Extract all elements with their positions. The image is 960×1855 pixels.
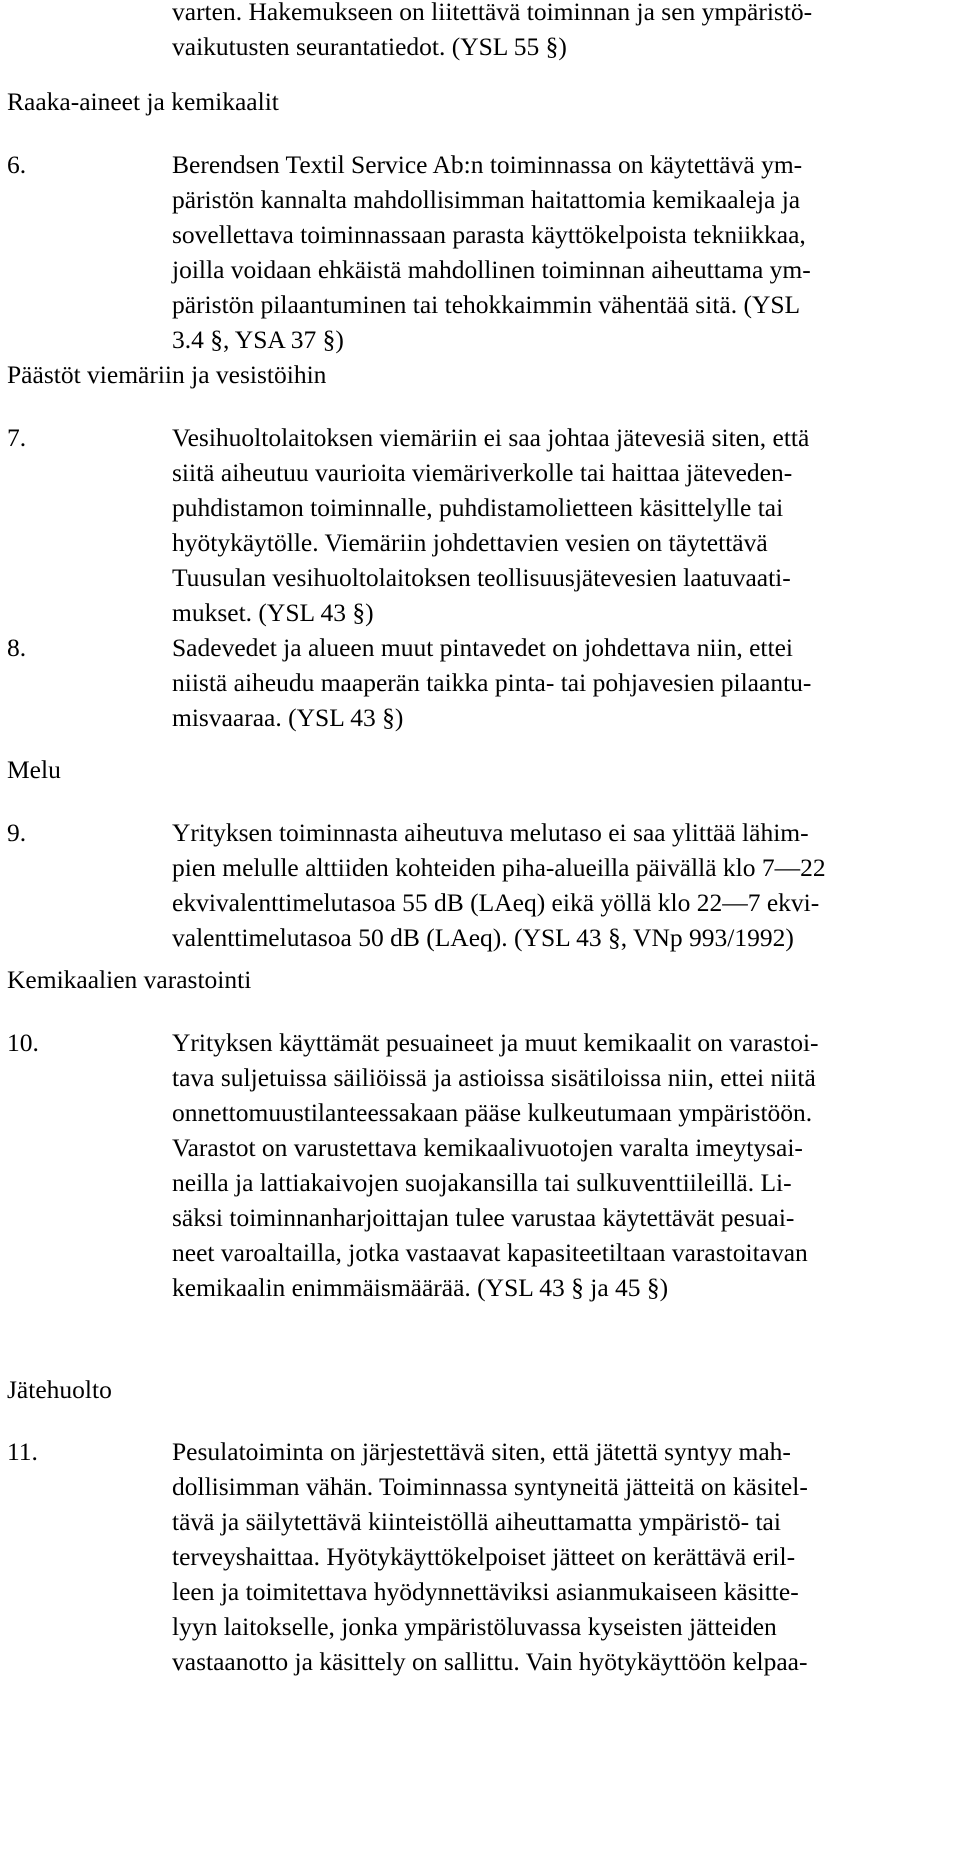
- item-number-11: 11.: [7, 1437, 38, 1466]
- item-text-9: Yrityksen toiminnasta aiheutuva melutaso ei saa ylittää lähim- pien melulle alttiiden kohteiden piha-alueilla päivällä klo 7―22 ekvivalenttimelutasoa 55 dB (LAeq) eikä yöllä klo 22―7 ekvi- valenttimelutasoa 50 dB (LAeq). (YSL 43 §, VNp 993/1992): [172, 818, 826, 952]
- item-number-9: 9.: [7, 818, 27, 847]
- item-text-6: Berendsen Textil Service Ab:n toiminnassa on käytettävä ym- päristön kannalta mahdollisimman haitattomia kemikaaleja ja sovellettava toiminnassaan parasta käyttökelpoista tekniikkaa, joilla voidaan ehkäistä mahdollinen toiminnan aiheuttama ym- päristön pilaantuminen tai tehokkaimmin vähentää sitä. (YSL 3.4 §, YSA 37 §): [172, 150, 811, 354]
- item-number-6: 6.: [7, 150, 27, 179]
- item-text-8: Sadevedet ja alueen muut pintavedet on johdettava niin, ettei niistä aiheudu maaperän taikka pinta- tai pohjavesien pilaantu- misvaaraa. (YSL 43 §): [172, 633, 812, 732]
- item-text-7: Vesihuoltolaitoksen viemäriin ei saa johtaa jätevesiä siten, että siitä aiheutuu vaurioita viemäriverkolle tai haittaa jäteveden- puhdistamon toiminnalle, puhdistamolietteen käsittelylle tai hyötykäytölle. Viemäriin johdettavien vesien on täytettävä Tuusulan vesihuoltolaitoksen teollisuusjätevesien laatuvaati- mukset. (YSL 43 §): [172, 423, 810, 627]
- item-number-8: 8.: [7, 633, 27, 662]
- item-text-10: Yrityksen käyttämät pesuaineet ja muut kemikaalit on varastoi- tava suljetuissa säiliöissä ja astioissa sisätiloissa niin, ettei niitä onnettomuustilanteessakaan pääse kulkeutumaan ympäristöön. Varastot on varustettava kemikaalivuotojen varalta imeytysai- neilla ja lattiakaivojen suojakansilla tai sulkuventtiileillä. Li- säksi toiminnanharjoittajan tulee varustaa käytettävät pesuai- neet varoaltailla, jotka vastaavat kapasiteetiltaan varastoitavan kemikaalin enimmäismäärää. (YSL 43 § ja 45 §): [172, 1028, 819, 1302]
- item-number-7: 7.: [7, 423, 27, 452]
- section-heading-chemical-storage: Kemikaalien varastointi: [7, 965, 252, 994]
- section-heading-emissions: Päästöt viemäriin ja vesistöihin: [7, 360, 327, 389]
- item-number-10: 10.: [7, 1028, 39, 1057]
- item-text-11: Pesulatoiminta on järjestettävä siten, että jätettä syntyy mah- dollisimman vähän. Toiminnassa syntyneitä jätteitä on käsitel- tävä ja säilytettävä kiinteistöllä aiheuttamatta ympäristö- tai terveyshaittaa. Hyötykäyttökelpoiset jätteet on kerättävä eril- leen ja toimitettava hyödynnettäviksi asianmukaiseen käsitte- lyyn laitokselle, jonka ympäristöluvassa kyseisten jätteiden vastaanotto ja käsittely on sallittu. Vain hyötykäyttöön kelpaa-: [172, 1437, 808, 1676]
- section-heading-raw-materials: Raaka-aineet ja kemikaalit: [7, 87, 279, 116]
- section-heading-noise: Melu: [7, 755, 61, 784]
- section-heading-waste-management: Jätehuolto: [7, 1375, 112, 1404]
- intro-continuation-paragraph: varten. Hakemukseen on liitettävä toiminnan ja sen ympäristö- vaikutusten seurantatiedot. (YSL 55 §): [172, 0, 813, 61]
